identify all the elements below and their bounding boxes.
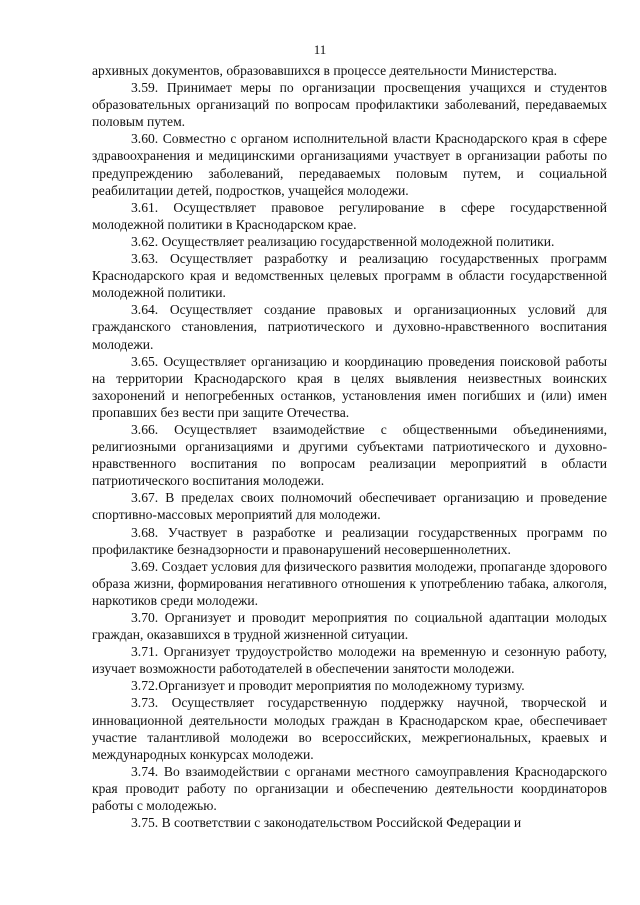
- paragraph: 3.75. В соответствии с законодательством Российской Федерации и: [131, 815, 522, 831]
- paragraph: 3.71. Организует трудоустройство молодежи на временную и сезонную работу, изучает возможности работодателей в обеспечении занятости молодежи.: [92, 644, 607, 677]
- paragraph: 3.73. Осуществляет государственную поддержку научной, творческой и инновационной деятельности молодых граждан в Краснодарском крае, обеспечивает участие талантливой молодежи во всероссийских, межрегиональных, краевых и международных конкурсах молодежи.: [92, 695, 607, 762]
- paragraph: 3.61. Осуществляет правовое регулирование в сфере государственной молодежной политики в Краснодарском крае.: [92, 199, 607, 232]
- paragraph: 3.69. Создает условия для физического развития молодежи, пропаганде здорового образа жизни, формирования негативного отношения к употреблению табака, алкоголя, наркотиков среди молодежи.: [92, 558, 607, 608]
- paragraph: 3.60. Совместно с органом исполнительной власти Краснодарского края в сфере здравоохранения и медицинскими организациями участвует в организации работы по предупреждению заболеваний, передаваемых половым путем, и социальной реабилитации детей, подростков, учащейся молодежи.: [92, 131, 607, 198]
- paragraph: 3.66. Осуществляет взаимодействие с общественными объединениями, религиозными организациями и другими субъектами патриотического и духовно-нравственного воспитания по вопросам реализации мероприятий в области патриотического воспитания молодежи.: [92, 421, 607, 489]
- paragraph: 3.65. Осуществляет организацию и координацию проведения поисковой работы на территории Краснодарского края в целях выявления неизвестных воинских захоронений и непогребенных останков, установления имен погибших и (или) имен пропавших без вести при защите Отечества.: [92, 353, 607, 420]
- paragraph: 3.59. Принимает меры по организации просвещения учащихся и студентов образовательных организаций по вопросам профилактики заболеваний, передаваемых половым путем.: [92, 80, 607, 130]
- paragraph: 3.70. Организует и проводит мероприятия по социальной адаптации молодых граждан, оказавшихся в трудной жизненной ситуации.: [92, 610, 607, 643]
- paragraph: 3.72.Организует и проводит мероприятия по молодежному туризму.: [131, 678, 525, 694]
- paragraph: 3.68. Участвует в разработке и реализации государственных программ по профилактике безнадзорности и правонарушений несовершеннолетних.: [92, 524, 607, 557]
- paragraph: 3.74. Во взаимодействии с органами местного самоуправления Краснодарского края проводит работу по организации и обеспечению деятельности координаторов работы с молодежью.: [92, 763, 607, 814]
- paragraph: 3.67. В пределах своих полномочий обеспечивает организацию и проведение спортивно-массовых мероприятий для молодежи.: [92, 490, 607, 523]
- paragraph: 3.63. Осуществляет разработку и реализацию государственных программ Краснодарского края и ведомственных целевых программ в области государственной молодежной политики.: [92, 251, 607, 301]
- paragraph: архивных документов, образовавшихся в процессе деятельности Министерства.: [92, 63, 558, 78]
- paragraph: 3.64. Осуществляет создание правовых и организационных условий для гражданского становления, патриотического и духовно-нравственного воспитания молодежи.: [92, 302, 607, 352]
- paragraph: 3.62. Осуществляет реализацию государственной молодежной политики.: [131, 233, 555, 249]
- page-number: 11: [313, 42, 327, 57]
- document-body: [92, 62, 607, 831]
